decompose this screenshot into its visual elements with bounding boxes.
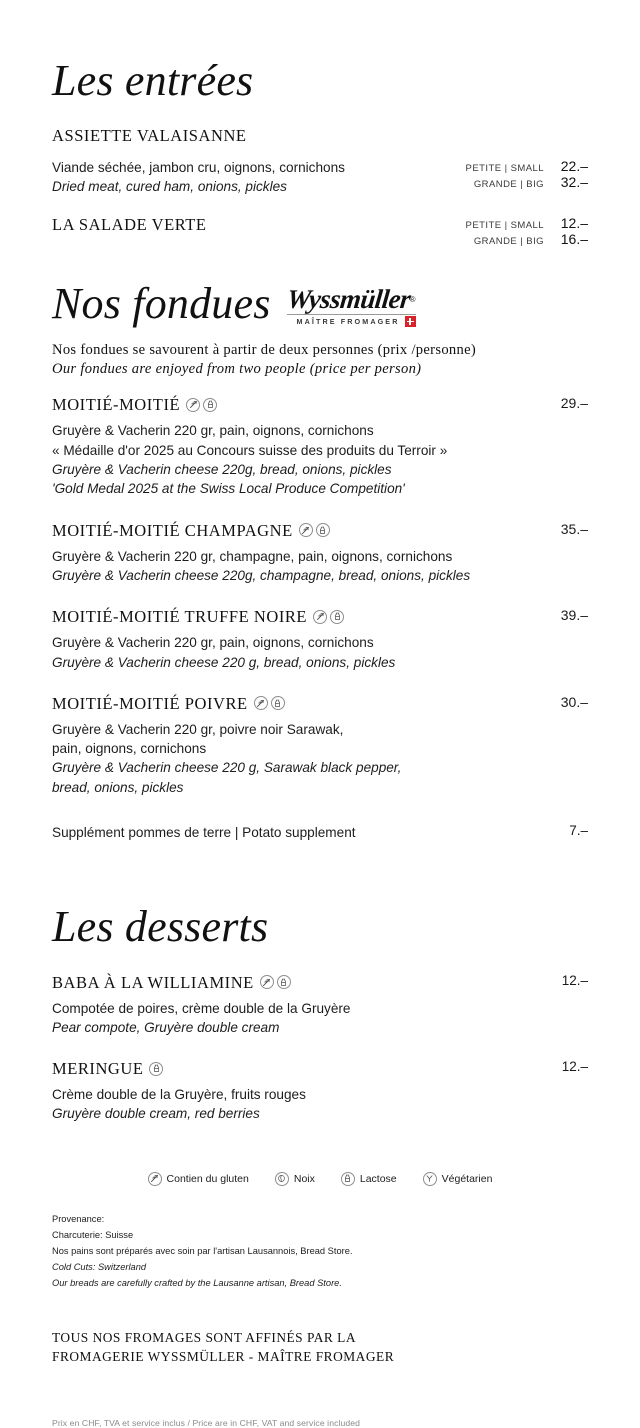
affinage-line-1: TOUS NOS FROMAGES SONT AFFINÉS PAR LA (52, 1329, 356, 1345)
dish-description-en: Pear compote, Gruyère double cream (52, 1019, 280, 1035)
dish-name-moitie-moitie (52, 395, 546, 415)
supplement-price: 7.– (569, 823, 588, 839)
dish-description-en-2: bread, onions, pickles (52, 779, 184, 795)
dish-award-fr: « Médaille d'or 2025 au Concours suisse des produits du Terroir » (52, 442, 448, 458)
dish-price: 35.– (560, 520, 588, 537)
dish-label: MOITIÉ-MOITIÉ CHAMPAGNE (52, 520, 293, 540)
fondues-intro-en: Our fondues are enjoyed from two people (price per person) (52, 361, 422, 378)
dish-name-moitie-moitie-champagne (52, 521, 546, 541)
gluten-icon (313, 610, 327, 624)
lactose-icon (330, 610, 344, 624)
vegetarian-icon (423, 1172, 437, 1186)
provenance-charcuterie-en: Cold Cuts: Switzerland (52, 1261, 147, 1272)
supplement-label-fr: Supplément pommes de terre | (52, 825, 243, 841)
dish-price: 12.– (561, 972, 588, 988)
provenance-title: Provenance: (52, 1213, 105, 1224)
price-row (466, 215, 588, 231)
dish-price: 39.– (560, 607, 588, 624)
wyssmuller-logo (285, 283, 416, 327)
gluten-icon (254, 696, 268, 710)
registered-trademark-icon: ® (409, 294, 416, 304)
price-table (450, 215, 588, 247)
dish-description-en: Gruyère & Vacherin cheese 220g, bread, onions, pickles (52, 462, 392, 478)
lactose-icon (271, 696, 285, 710)
dish-label: ASSIETTE VALAISANNE (52, 126, 247, 146)
legend-label: Végétarien (441, 1172, 493, 1185)
dish-name-moitie-moitie-truffe-noire (52, 607, 546, 627)
legend-label: Noix (293, 1172, 315, 1185)
logo-divider (287, 314, 416, 315)
allergen-icons (313, 610, 344, 624)
dish-label: LA SALADE VERTE (52, 214, 207, 234)
dish-description-en: Gruyère & Vacherin cheese 220 g, bread, onions, pickles (52, 654, 396, 670)
legend-label: Lactose (359, 1172, 397, 1185)
dish-award-en: 'Gold Medal 2025 at the Swiss Local Produce Competition' (52, 481, 405, 497)
price-table (450, 158, 588, 190)
gluten-icon (299, 523, 313, 537)
price-grande: 16.– (560, 230, 588, 247)
dish-description-fr: Crème double de la Gruyère, fruits rouges (52, 1087, 306, 1103)
fondues-intro-fr: Nos fondues se savourent à partir de deux personnes (prix /personne) (52, 341, 477, 358)
dish-row-moitie-moitie-poivre (52, 694, 588, 797)
fondues-heading-row (52, 278, 588, 328)
dish-name-meringue (52, 1059, 546, 1079)
dish-label: BABA À LA WILLIAMINE (52, 972, 254, 992)
nuts-icon (275, 1172, 289, 1186)
dish-description-fr: Gruyère & Vacherin 220 gr, champagne, pain, oignons, cornichons (52, 548, 453, 564)
lactose-icon (149, 1062, 163, 1076)
dish-name-assiette-valaisanne (52, 126, 588, 146)
price-grande: 32.– (560, 174, 588, 191)
allergen-icons (260, 975, 291, 989)
size-label-petite: PETITE | SMALL (465, 219, 544, 231)
price-row (466, 174, 588, 190)
logo-wordmark: Wyssmüller (285, 283, 412, 314)
legend-item-lactose (341, 1172, 397, 1186)
allergen-icons (149, 1062, 163, 1076)
supplement-row (52, 823, 588, 842)
legend-item-vegetarian (423, 1172, 493, 1186)
size-label-grande: GRANDE | BIG (473, 179, 544, 191)
dish-description-fr: Gruyère & Vacherin 220 gr, pain, oignons, cornichons (52, 635, 374, 651)
provenance-bread-fr: Nos pains sont préparés avec soin par l'artisan Lausannois, Bread Store. (52, 1245, 353, 1256)
dish-description-en: Gruyère double cream, red berries (52, 1106, 260, 1122)
supplement-label-en: Potato supplement (242, 825, 356, 841)
lactose-icon (316, 523, 330, 537)
affinage-line-2: FROMAGERIE WYSSMÜLLER - MAÎTRE FROMAGER (52, 1348, 395, 1364)
swiss-flag-icon (405, 316, 416, 327)
allergen-icons (186, 398, 217, 412)
dish-price: 12.– (561, 1059, 588, 1075)
dish-row-moitie-moitie-truffe-noire (52, 607, 588, 672)
section-title-fondues: Nos fondues (52, 278, 271, 328)
lactose-icon (203, 398, 217, 412)
supplement-label (52, 823, 546, 842)
lactose-icon (341, 1172, 355, 1186)
dish-row-baba-williamine (52, 973, 588, 1038)
provenance-bread-en: Our breads are carefully crafted by the Lausanne artisan, Bread Store. (52, 1277, 342, 1288)
section-title-entrees: Les entrées (52, 56, 254, 105)
gluten-icon (148, 1172, 162, 1186)
dish-description-fr: Viande séchée, jambon cru, oignons, cornichons (52, 160, 345, 176)
allergen-icons (254, 696, 285, 710)
price-petite: 22.– (560, 158, 588, 175)
dish-name-baba-williamine (52, 973, 546, 993)
price-row (466, 231, 588, 247)
dish-row-assiette-valaisanne (52, 158, 588, 197)
price-petite: 12.– (560, 214, 588, 231)
dish-description-fr: Gruyère & Vacherin 220 gr, poivre noir Sarawak, (52, 721, 344, 737)
dish-description-fr-2: pain, oignons, cornichons (52, 741, 207, 757)
provenance-block (52, 1212, 588, 1292)
logo-tagline: MAÎTRE FROMAGER (296, 316, 400, 326)
dish-price: 29.– (560, 395, 588, 412)
dish-row-moitie-moitie-champagne (52, 521, 588, 586)
dish-label: MERINGUE (52, 1059, 144, 1079)
dish-name-moitie-moitie-poivre (52, 694, 546, 714)
allergen-legend (52, 1172, 588, 1186)
section-title-desserts: Les desserts (52, 902, 269, 952)
dish-label: MOITIÉ-MOITIÉ TRUFFE NOIRE (52, 607, 308, 627)
legend-label: Contien du gluten (166, 1172, 249, 1185)
lactose-icon (277, 975, 291, 989)
price-row (466, 158, 588, 174)
size-label-petite: PETITE | SMALL (465, 163, 544, 175)
dish-price: 30.– (560, 693, 588, 710)
size-label-grande: GRANDE | BIG (473, 235, 544, 247)
allergen-icons (299, 523, 330, 537)
legend-item-nuts (275, 1172, 315, 1186)
dish-description-en: Gruyère & Vacherin cheese 220 g, Sarawak black pepper, (52, 760, 402, 776)
provenance-charcuterie-fr: Charcuterie: Suisse (52, 1229, 134, 1240)
footer-price-note: Prix en CHF, TVA et service inclus / Price are in CHF, VAT and service included (52, 1417, 360, 1428)
dish-name-salade-verte (52, 215, 450, 235)
dish-description-fr: Compotée de poires, crème double de la Gruyère (52, 1000, 351, 1016)
dish-description-fr: Gruyère & Vacherin 220 gr, pain, oignons, cornichons (52, 423, 374, 439)
legend-item-gluten (148, 1172, 249, 1186)
gluten-icon (260, 975, 274, 989)
affinage-note (52, 1328, 588, 1366)
gluten-icon (186, 398, 200, 412)
dish-description-en: Dried meat, cured ham, onions, pickles (52, 179, 287, 195)
dish-label: MOITIÉ-MOITIÉ (52, 395, 181, 415)
dish-row-salade-verte (52, 215, 588, 247)
dish-row-meringue (52, 1059, 588, 1124)
dish-label: MOITIÉ-MOITIÉ POIVRE (52, 693, 248, 713)
dish-description-en: Gruyère & Vacherin cheese 220g, champagne, bread, onions, pickles (52, 567, 471, 583)
dish-row-moitie-moitie (52, 395, 588, 498)
